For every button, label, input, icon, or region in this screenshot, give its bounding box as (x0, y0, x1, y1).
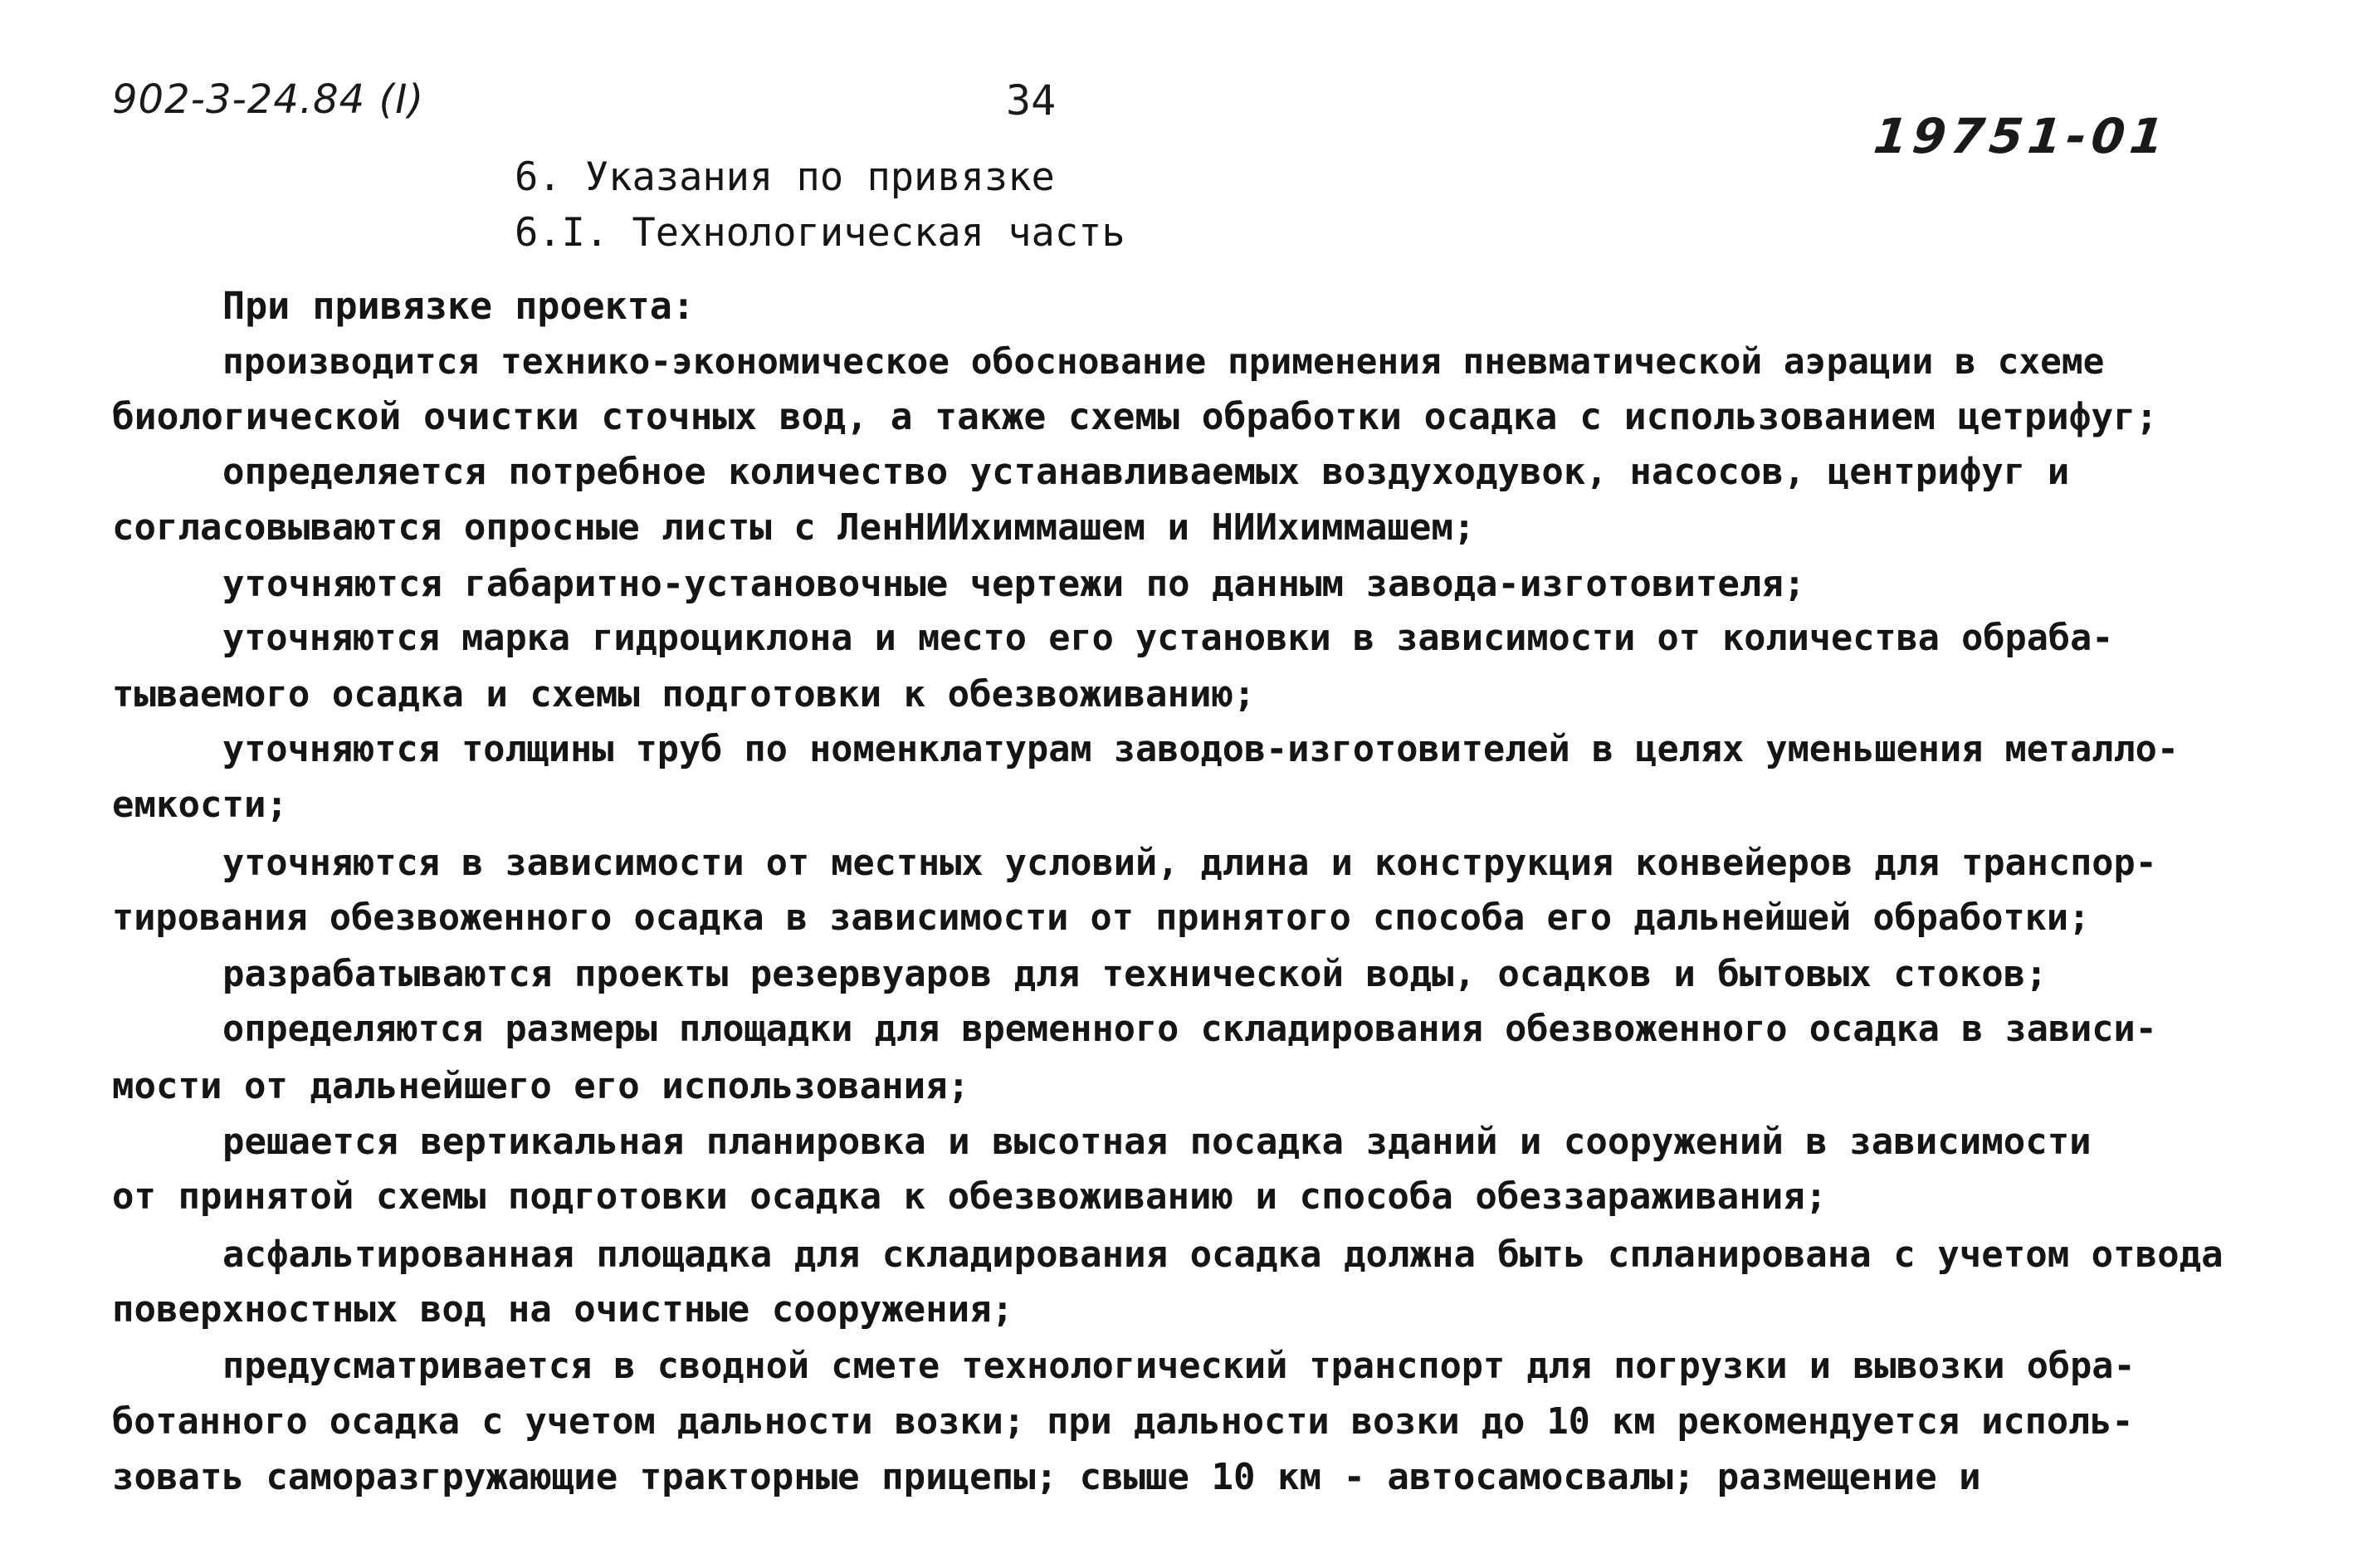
body-line: тываемого осадка и схемы подготовки к обезвоживанию; (112, 673, 1256, 716)
body-line-intro: При привязке проекта: (222, 284, 695, 328)
body-line: биологической очистки сточных вод, а также схемы обработки осадка с использованием цетрифуг; (112, 396, 2158, 438)
body-line: производится технико-экономическое обоснование применения пневматической аэрации в схеме (222, 341, 2105, 383)
page-number: 34 (1006, 76, 1057, 125)
body-line: уточняются в зависимости от местных условий, длина и конструкция конвейеров для транспор- (222, 843, 2157, 884)
body-line: разрабатываются проекты резервуаров для технической воды, осадков и бытовых стоков; (222, 953, 2048, 995)
subsection-title: 6.I. Технологическая часть (515, 210, 1125, 256)
section-title: 6. Указания по привязке (515, 154, 1055, 200)
body-line: предусматривается в сводной смете технологический транспорт для погрузки и вывозки обра- (222, 1346, 2136, 1387)
body-line: ботанного осадка с учетом дальности возки; при дальности возки до 10 км рекомендуется исполь- (112, 1401, 2134, 1443)
body-line: согласовываются опросные листы с ЛенНИИхиммашем и НИИхиммашем; (112, 506, 1476, 549)
body-line: зовать саморазгружающие тракторные прицепы; свыше 10 км - автосамосвалы; размещение и (112, 1456, 1981, 1498)
body-line: решается вертикальная планировка и высотная посадка зданий и сооружений в зависимости (222, 1121, 2092, 1163)
body-line: мости от дальнейшего его использования; (112, 1065, 970, 1107)
body-line: асфальтированная площадка для складирования осадка должна быть спланирована с учетом отвода (222, 1233, 2224, 1276)
body-line: тирования обезвоженного осадка в зависимости от принятого способа его дальнейшей обработки; (112, 897, 2091, 939)
body-line: определяются размеры площадки для временного складирования обезвоженного осадка в зависи- (222, 1009, 2157, 1050)
inventory-number: 19751-01 (1871, 108, 2172, 164)
body-line: емкости; (112, 784, 288, 826)
body-line: от принятой схемы подготовки осадка к обезвоживанию и способа обеззараживания; (112, 1175, 1828, 1218)
document-code: 902-3-24.84 (I) (112, 76, 425, 123)
body-line: определяется потребное количество устанавливаемых воздуходувок, насосов, центрифуг и (222, 451, 2070, 493)
body-line: уточняются толщины труб по номенклатурам заводов-изготовителей в целях уменьшения металло- (222, 729, 2180, 770)
body-line: уточняются марка гидроциклона и место его установки в зависимости от количества обраба- (222, 618, 2114, 659)
body-line: поверхностных вод на очистные сооружения; (112, 1288, 1014, 1331)
body-line: уточняются габаритно-установочные чертежи по данным завода-изготовителя; (222, 563, 1806, 605)
